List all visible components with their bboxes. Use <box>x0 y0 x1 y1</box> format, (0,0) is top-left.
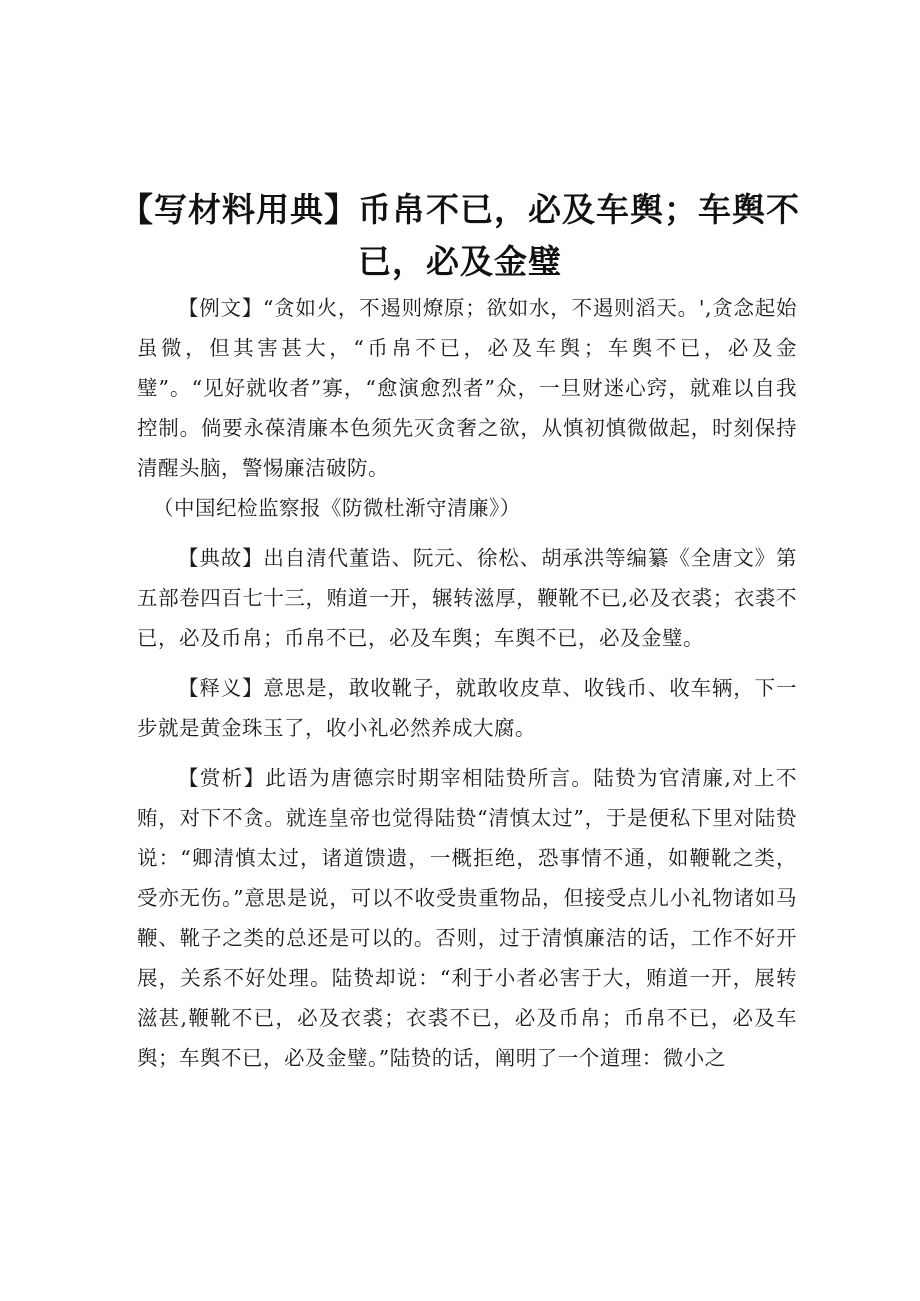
document-title <box>120 184 800 288</box>
meaning-paragraph: 【释义】意思是，敢收靴子，就敢收皮草、收钱币、收车辆，下一步就是黄金珠玉了，收小礼必然养成大腐。 <box>137 676 797 740</box>
allusion-paragraph: 【典故】出自清代董诰、阮元、徐松、胡承洪等编纂《全唐文》第五部卷四百七十三，贿道一开，辗转滋厚，鞭靴不已,必及衣裘；衣裘不已，必及币帛；币帛不已，必及车舆；车舆不已，必及金璧。 <box>137 546 797 650</box>
title-line-1: 【写材料用典】币帛不已，必及车舆；车舆不 <box>120 190 800 229</box>
source-citation: （中国纪检监察报《防微杜渐守清廉》） <box>153 496 521 520</box>
analysis-paragraph: 【赏析】此语为唐德宗时期宰相陆贽所言。陆贽为官清廉,对上不贿，对下不贪。就连皇帝也觉得陆贽“清慎太过”，于是便私下里对陆贽说：“卿清慎太过，诸道馈遗，一概拒绝，恐事情不通，如鞭靴之类，受亦无伤。”意思是说，可以不收受贵重物品，但接受点儿小礼物诸如马鞭、靴子之类的总还是可以的。否则，过于清慎廉洁的话，工作不好开展，关系不好处理。陆贽却说：“利于小者必害于大，贿道一开，展转滋甚,鞭靴不已，必及衣裘；衣裘不已，必及币帛；币帛不已，必及车舆；车舆不已，必及金璧。”陆贽的话，阐明了一个道理：微小之 <box>137 766 797 1070</box>
example-paragraph: 【例文】“贪如火，不遏则燎原；欲如水，不遏则滔天。',贪念起始虽微，但其害甚大，“币帛不已，必及车舆；车舆不已，必及金璧”。“见好就收者”寡，“愈演愈烈者”众，一旦财迷心窍，就难以自我控制。倘要永葆清廉本色须先灭贪奢之欲，从慎初慎微做起，时刻保持清醒头脑，警惕廉洁破防。 <box>137 296 797 480</box>
title-line-2: 已，必及金璧 <box>358 242 562 281</box>
document-body <box>137 288 797 1078</box>
